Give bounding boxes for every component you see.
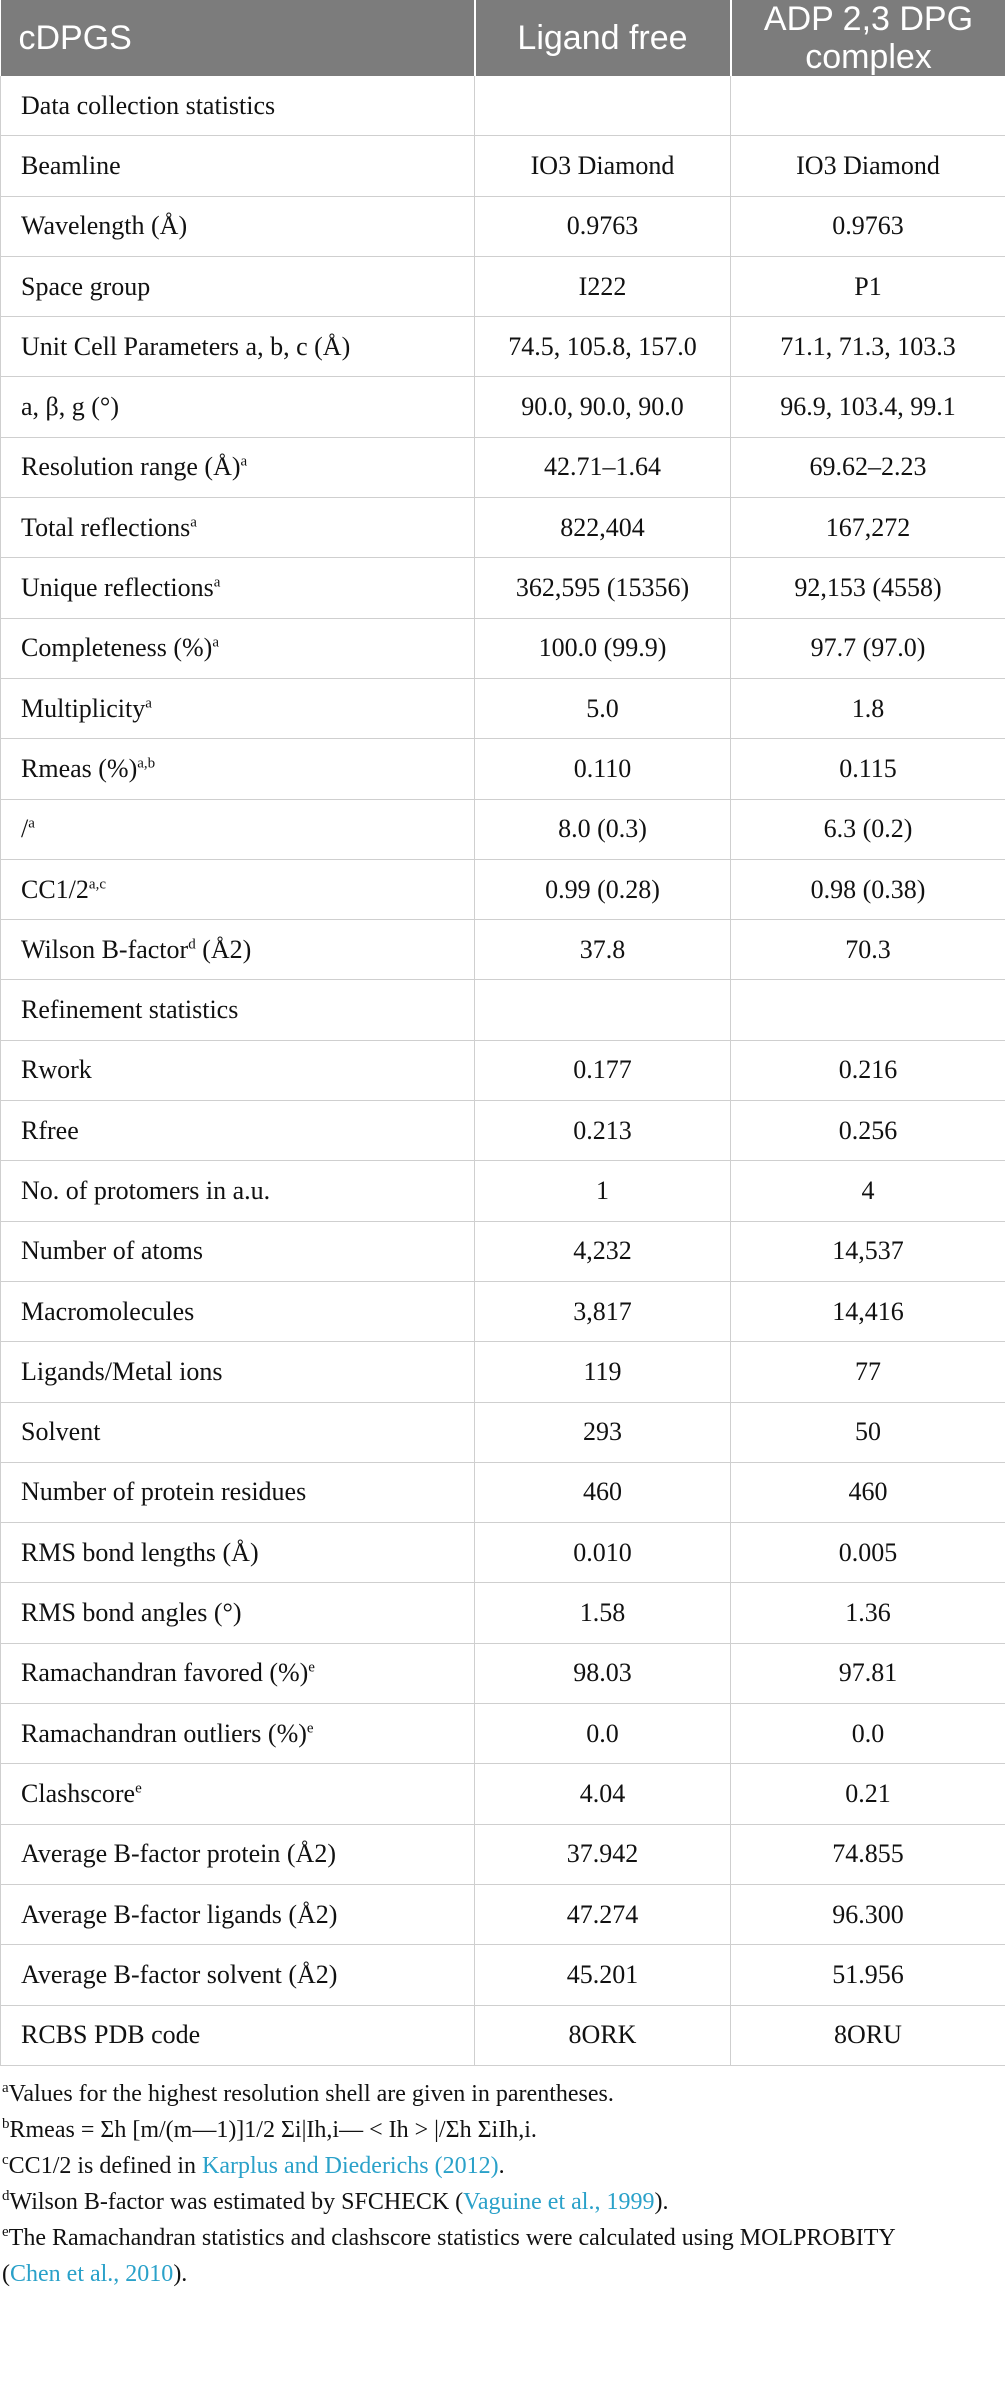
- citation-link[interactable]: Vaguine et al., 1999: [463, 2188, 655, 2215]
- footnote: [2, 2148, 1005, 2184]
- cell-complex: 0.216: [731, 1040, 1005, 1100]
- header-cell-complex: ADP 2,3 DPG complex: [731, 0, 1005, 76]
- cell-complex: 0.115: [731, 739, 1005, 799]
- cell-ligand-free: 8.0 (0.3): [475, 799, 731, 859]
- cell-ligand-free: 4,232: [475, 1221, 731, 1281]
- footnote: [2, 2184, 1005, 2220]
- row-label: [1, 1221, 475, 1281]
- cell-complex: 71.1, 71.3, 103.3: [731, 317, 1005, 377]
- footnote-mark: d: [2, 2187, 10, 2204]
- cell-ligand-free: I222: [475, 256, 731, 316]
- row-label: [1, 1161, 475, 1221]
- footnote-marker: a: [190, 514, 197, 531]
- table-row: [1, 256, 1005, 316]
- row-label-text: Average B-factor ligands (Å2): [21, 1899, 338, 1929]
- row-label: [1, 377, 475, 437]
- footnote: [2, 2112, 1005, 2148]
- row-label-text: Wavelength (Å): [21, 211, 188, 241]
- row-label-text: Number of protein residues: [21, 1477, 307, 1507]
- cell-complex: 96.300: [731, 1884, 1005, 1944]
- footnote-text: Wilson B-factor was estimated by SFCHECK (: [9, 2188, 464, 2215]
- row-label: [1, 859, 475, 919]
- cell-complex: 97.81: [731, 1643, 1005, 1703]
- table-row: [1, 437, 1005, 497]
- citation-link[interactable]: Karplus and Diederichs (2012): [202, 2152, 499, 2179]
- cell-ligand-free: 37.8: [475, 920, 731, 980]
- footnote-text-end: ).: [173, 2260, 188, 2287]
- row-label-text: Beamline: [21, 150, 121, 180]
- footnote: [2, 2076, 1005, 2112]
- table-row: [1, 1583, 1005, 1643]
- cell-complex: 96.9, 103.4, 99.1: [731, 377, 1005, 437]
- row-label-text: RMS bond lengths (Å): [21, 1537, 259, 1567]
- cell-complex: 97.7 (97.0): [731, 618, 1005, 678]
- cell-complex: 0.9763: [731, 196, 1005, 256]
- table-row: [1, 739, 1005, 799]
- cell-complex: 50: [731, 1402, 1005, 1462]
- footnote-marker: e: [135, 1780, 142, 1797]
- table-row: [1, 1342, 1005, 1402]
- footnote-marker: a: [145, 694, 152, 711]
- row-label-suffix: (Å2): [195, 934, 252, 964]
- row-label-text: Average B-factor protein (Å2): [21, 1839, 336, 1869]
- row-label-text: Macromolecules: [21, 1296, 195, 1326]
- row-label-text: Solvent: [21, 1417, 101, 1447]
- cell-ligand-free: 5.0: [475, 678, 731, 738]
- cell-ligand-free: 0.99 (0.28): [475, 859, 731, 919]
- cell-ligand-free: 42.71–1.64: [475, 437, 731, 497]
- table-row: [1, 558, 1005, 618]
- row-label-text: Rmeas (%): [21, 753, 138, 783]
- cell-complex: 167,272: [731, 498, 1005, 558]
- table-row: [1, 1402, 1005, 1462]
- cell-ligand-free: 47.274: [475, 1884, 731, 1944]
- table-row: [1, 2005, 1005, 2065]
- cell-ligand-free: 822,404: [475, 498, 731, 558]
- row-label: [1, 136, 475, 196]
- row-label: [1, 1402, 475, 1462]
- row-label-text: Average B-factor solvent (Å2): [21, 1959, 338, 1989]
- row-label: [1, 1824, 475, 1884]
- row-label-text: Unique reflections: [21, 573, 214, 603]
- table-row: [1, 1462, 1005, 1522]
- cell-complex: [731, 980, 1005, 1040]
- table-row: [1, 1704, 1005, 1764]
- header-cell-ligand-free: Ligand free: [475, 0, 731, 76]
- cell-ligand-free: 100.0 (99.9): [475, 618, 731, 678]
- citation-link[interactable]: Chen et al., 2010: [10, 2260, 174, 2287]
- footnote-text-end: .: [498, 2152, 505, 2179]
- table-row: [1, 678, 1005, 738]
- cell-complex: 70.3: [731, 920, 1005, 980]
- table-row: [1, 76, 1005, 136]
- footnote-text: CC1/2 is defined in: [8, 2152, 202, 2179]
- cell-complex: 4: [731, 1161, 1005, 1221]
- footnote-text: Rmeas = Σh [m/(m—1)]1/2 Σi|Ih,i— < Ih > |/Σh ΣiIh,i.: [9, 2116, 537, 2143]
- footnote-mark: c: [2, 2151, 9, 2168]
- table-row: [1, 1824, 1005, 1884]
- cell-ligand-free: 1: [475, 1161, 731, 1221]
- row-label: [1, 980, 475, 1040]
- table-row: [1, 1764, 1005, 1824]
- row-label-text: RMS bond angles (°): [21, 1598, 242, 1628]
- table-row: [1, 859, 1005, 919]
- cell-complex: IO3 Diamond: [731, 136, 1005, 196]
- row-label: [1, 1643, 475, 1703]
- footnote-marker: e: [306, 1720, 314, 1736]
- row-label: [1, 739, 475, 799]
- cell-complex: 77: [731, 1342, 1005, 1402]
- table-row: [1, 980, 1005, 1040]
- row-label-text: Space group: [21, 271, 151, 301]
- table-row: [1, 799, 1005, 859]
- footnote-marker: a,b: [137, 755, 156, 772]
- cell-complex: 460: [731, 1462, 1005, 1522]
- cell-ligand-free: IO3 Diamond: [475, 136, 731, 196]
- row-label-text: Completeness (%): [21, 633, 213, 663]
- row-label: [1, 1764, 475, 1824]
- row-label: [1, 618, 475, 678]
- cell-complex: 14,416: [731, 1281, 1005, 1341]
- row-label-text: CC1/2: [21, 874, 89, 904]
- cell-ligand-free: 0.9763: [475, 196, 731, 256]
- footnote-text-end: ).: [654, 2188, 669, 2215]
- footnote-mark: a: [2, 2079, 9, 2096]
- footnote-text: The Ramachandran statistics and clashscore statistics were calculated using MOLPROBITY: [8, 2224, 896, 2251]
- footnote-marker: a: [240, 453, 248, 470]
- row-label-text: a, β, g (°): [21, 392, 119, 422]
- cell-ligand-free: 74.5, 105.8, 157.0: [475, 317, 731, 377]
- row-label: [1, 1462, 475, 1522]
- cell-complex: 8ORU: [731, 2005, 1005, 2065]
- row-label: [1, 2005, 475, 2065]
- cell-ligand-free: [475, 980, 731, 1040]
- cell-complex: 14,537: [731, 1221, 1005, 1281]
- row-label: [1, 1101, 475, 1161]
- row-label-text: Wilson B-factor: [21, 934, 189, 964]
- cell-ligand-free: 0.010: [475, 1523, 731, 1583]
- row-label-text: Unit Cell Parameters a, b, c (Å): [21, 331, 351, 361]
- cell-ligand-free: 45.201: [475, 1945, 731, 2005]
- cell-ligand-free: 3,817: [475, 1281, 731, 1341]
- row-label: [1, 920, 475, 980]
- row-label: [1, 1704, 475, 1764]
- footnote: [2, 2256, 1005, 2292]
- row-label-text: Rfree: [21, 1115, 79, 1145]
- row-label: [1, 1945, 475, 2005]
- table-row: [1, 1221, 1005, 1281]
- cell-complex: 0.98 (0.38): [731, 859, 1005, 919]
- cell-complex: 1.36: [731, 1583, 1005, 1643]
- row-label-text: Resolution range (Å): [21, 452, 241, 482]
- cell-complex: 0.21: [731, 1764, 1005, 1824]
- footnote-marker: a: [212, 634, 220, 651]
- table-row: [1, 920, 1005, 980]
- footnotes: [0, 2066, 1005, 2292]
- row-label: [1, 558, 475, 618]
- cell-complex: 74.855: [731, 1824, 1005, 1884]
- row-label: [1, 256, 475, 316]
- cell-complex: 0.0: [731, 1704, 1005, 1764]
- cell-complex: [731, 76, 1005, 136]
- cell-ligand-free: 98.03: [475, 1643, 731, 1703]
- row-label: [1, 498, 475, 558]
- cell-ligand-free: 90.0, 90.0, 90.0: [475, 377, 731, 437]
- row-label: [1, 1583, 475, 1643]
- row-label-text: Number of atoms: [21, 1236, 203, 1266]
- table-row: [1, 1281, 1005, 1341]
- footnote-mark: e: [2, 2223, 9, 2240]
- cell-ligand-free: 0.177: [475, 1040, 731, 1100]
- row-label-text: /: [21, 814, 29, 844]
- row-label-text: Clashscore: [21, 1778, 136, 1808]
- cell-ligand-free: 1.58: [475, 1583, 731, 1643]
- cell-ligand-free: 37.942: [475, 1824, 731, 1884]
- row-label-text: Ramachandran favored (%): [21, 1658, 309, 1688]
- footnote-marker: e: [308, 1659, 315, 1676]
- cell-ligand-free: 0.110: [475, 739, 731, 799]
- cell-complex: 1.8: [731, 678, 1005, 738]
- cell-complex: P1: [731, 256, 1005, 316]
- row-label-text: Rwork: [21, 1055, 92, 1085]
- cell-complex: 51.956: [731, 1945, 1005, 2005]
- table-row: [1, 377, 1005, 437]
- row-label-text: Refinement statistics: [21, 995, 239, 1025]
- row-label: [1, 196, 475, 256]
- header-cell-label: cDPGS: [1, 0, 475, 76]
- cell-ligand-free: [475, 76, 731, 136]
- header-row: [1, 0, 1005, 76]
- cell-complex: 0.005: [731, 1523, 1005, 1583]
- cell-ligand-free: 4.04: [475, 1764, 731, 1824]
- footnote-marker: a: [28, 815, 35, 832]
- table-row: [1, 498, 1005, 558]
- table-row: [1, 317, 1005, 377]
- footnote-marker: a: [213, 574, 221, 591]
- footnote: [2, 2220, 1005, 2256]
- cell-complex: 6.3 (0.2): [731, 799, 1005, 859]
- footnote-text: Values for the highest resolution shell are given in parentheses.: [8, 2080, 614, 2107]
- table-row: [1, 1161, 1005, 1221]
- row-label: [1, 678, 475, 738]
- row-label: [1, 317, 475, 377]
- row-label: [1, 799, 475, 859]
- cell-ligand-free: 293: [475, 1402, 731, 1462]
- table-row: [1, 1523, 1005, 1583]
- table-row: [1, 1643, 1005, 1703]
- row-label-text: Ligands/Metal ions: [21, 1356, 223, 1386]
- row-label-text: No. of protomers in a.u.: [21, 1175, 271, 1205]
- footnote-mark: b: [2, 2115, 10, 2132]
- table-row: [1, 1040, 1005, 1100]
- table-row: [1, 136, 1005, 196]
- cell-ligand-free: 8ORK: [475, 2005, 731, 2065]
- table-row: [1, 1945, 1005, 2005]
- row-label-text: Ramachandran outliers (%): [21, 1718, 307, 1748]
- row-label: [1, 1884, 475, 1944]
- table-row: [1, 196, 1005, 256]
- row-label: [1, 1040, 475, 1100]
- row-label: [1, 1523, 475, 1583]
- footnote-marker: a,c: [88, 875, 106, 892]
- row-label-text: Data collection statistics: [21, 90, 276, 120]
- row-label-text: Multiplicity: [21, 693, 146, 723]
- footnote-text: (: [2, 2260, 10, 2287]
- table-row: [1, 618, 1005, 678]
- cell-ligand-free: 0.0: [475, 1704, 731, 1764]
- row-label: [1, 76, 475, 136]
- cell-complex: 69.62–2.23: [731, 437, 1005, 497]
- cell-ligand-free: 460: [475, 1462, 731, 1522]
- cell-complex: 92,153 (4558): [731, 558, 1005, 618]
- footnote-marker: d: [188, 936, 196, 953]
- row-label-text: Total reflections: [21, 512, 191, 542]
- cell-ligand-free: 119: [475, 1342, 731, 1402]
- row-label-text: RCBS PDB code: [21, 2020, 201, 2050]
- table-row: [1, 1884, 1005, 1944]
- cell-complex: 0.256: [731, 1101, 1005, 1161]
- table-body: [1, 76, 1005, 2065]
- row-label: [1, 437, 475, 497]
- row-label: [1, 1281, 475, 1341]
- cell-ligand-free: 0.213: [475, 1101, 731, 1161]
- table-row: [1, 1101, 1005, 1161]
- row-label: [1, 1342, 475, 1402]
- cell-ligand-free: 362,595 (15356): [475, 558, 731, 618]
